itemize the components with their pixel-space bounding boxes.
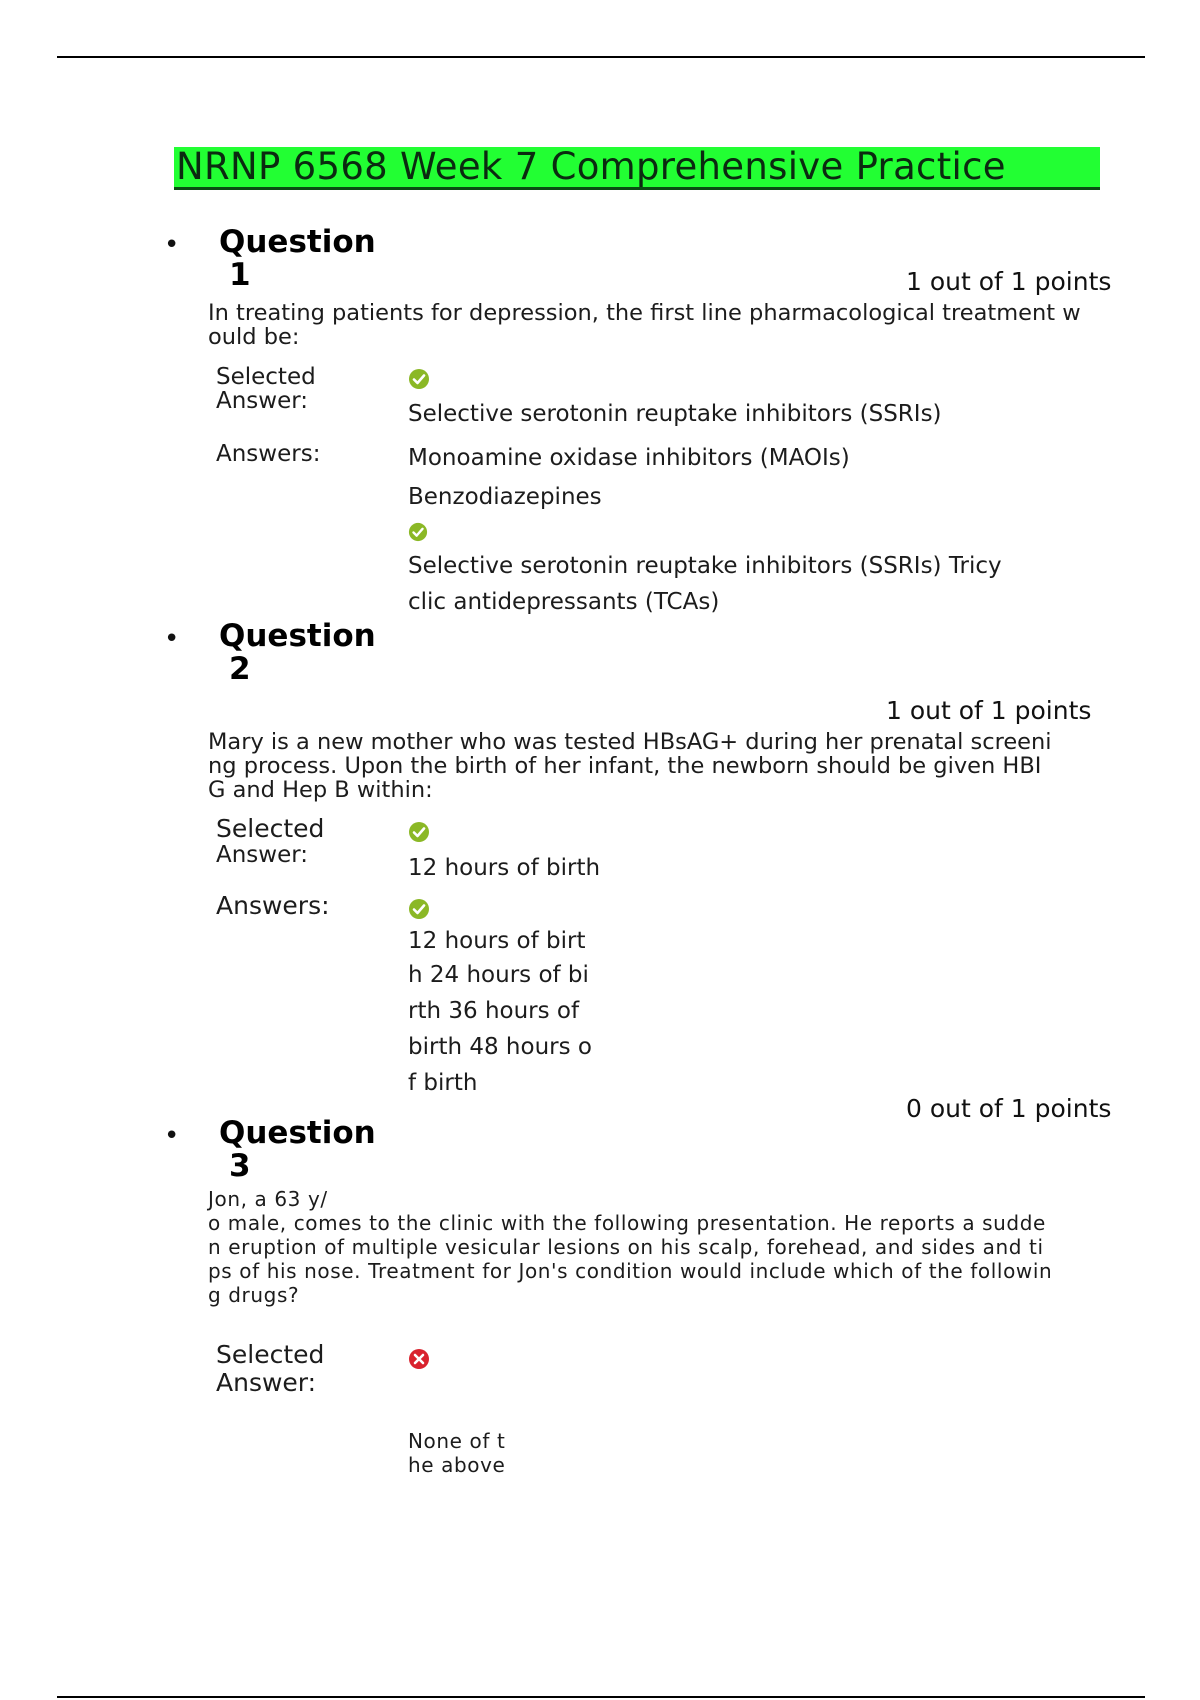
correct-check-icon [408,522,428,542]
answer-option: clic antidepressants (TCAs) [408,589,720,615]
correct-check-icon [408,368,430,390]
question-points: 0 out of 1 points [906,1094,1112,1123]
selected-answer: 12 hours of birth [408,855,601,881]
question-heading: Question 3 [219,1115,376,1184]
question-points: 1 out of 1 points [906,267,1112,296]
answers-label: Answers: [216,441,321,467]
correct-check-icon [408,898,430,920]
answers-label: Answers: [216,891,330,920]
bottom-rule [57,1696,1145,1698]
answer-option: Selective serotonin reuptake inhibitors (SSRIs) Tricy [408,553,1002,579]
answer-option: rth 36 hours of [408,998,580,1024]
question-heading: Question 2 [219,618,376,687]
question-text: Jon, a 63 y/ o male, comes to the clinic with the following presentation. He reports a sudde n eruption of multiple vesicular lesions on his scalp, forehead, and sides and ti ps of his nose. Treatment for Jon's condition would include which of the followin g drugs? [208,1187,1053,1307]
answer-option: 12 hours of birt [408,928,586,954]
selected-answer-label: Selected Answer: [216,814,325,868]
answer-option: Benzodiazepines [408,484,602,510]
answer-option: birth 48 hours o [408,1034,592,1060]
question-heading: Question 1 [219,224,376,293]
correct-check-icon [408,821,430,843]
selected-answer: None of t he above [408,1429,506,1477]
page-title: NRNP 6568 Week 7 Comprehensive Practice [174,147,1100,190]
selected-answer-label: Selected Answer: [216,1340,325,1397]
bullet: • [164,1121,180,1151]
question-text: In treating patients for depression, the first line pharmacological treatment w ould be: [208,300,1081,350]
answer-option: f birth [408,1070,478,1096]
question-text: Mary is a new mother who was tested HBsAG+ during her prenatal screeni ng process. Upon the birth of her infant, the newborn should be given HBI G and Hep B within: [208,729,1052,803]
question-points: 1 out of 1 points [886,696,1092,725]
answer-option: Monoamine oxidase inhibitors (MAOIs) [408,445,850,471]
answer-option: h 24 hours of bi [408,962,589,988]
bullet: • [164,230,180,260]
bullet: • [164,624,180,654]
selected-answer-label: Selected Answer: [216,364,316,414]
incorrect-x-icon [408,1348,430,1370]
top-rule [57,56,1145,58]
selected-answer: Selective serotonin reuptake inhibitors (SSRIs) [408,401,942,427]
